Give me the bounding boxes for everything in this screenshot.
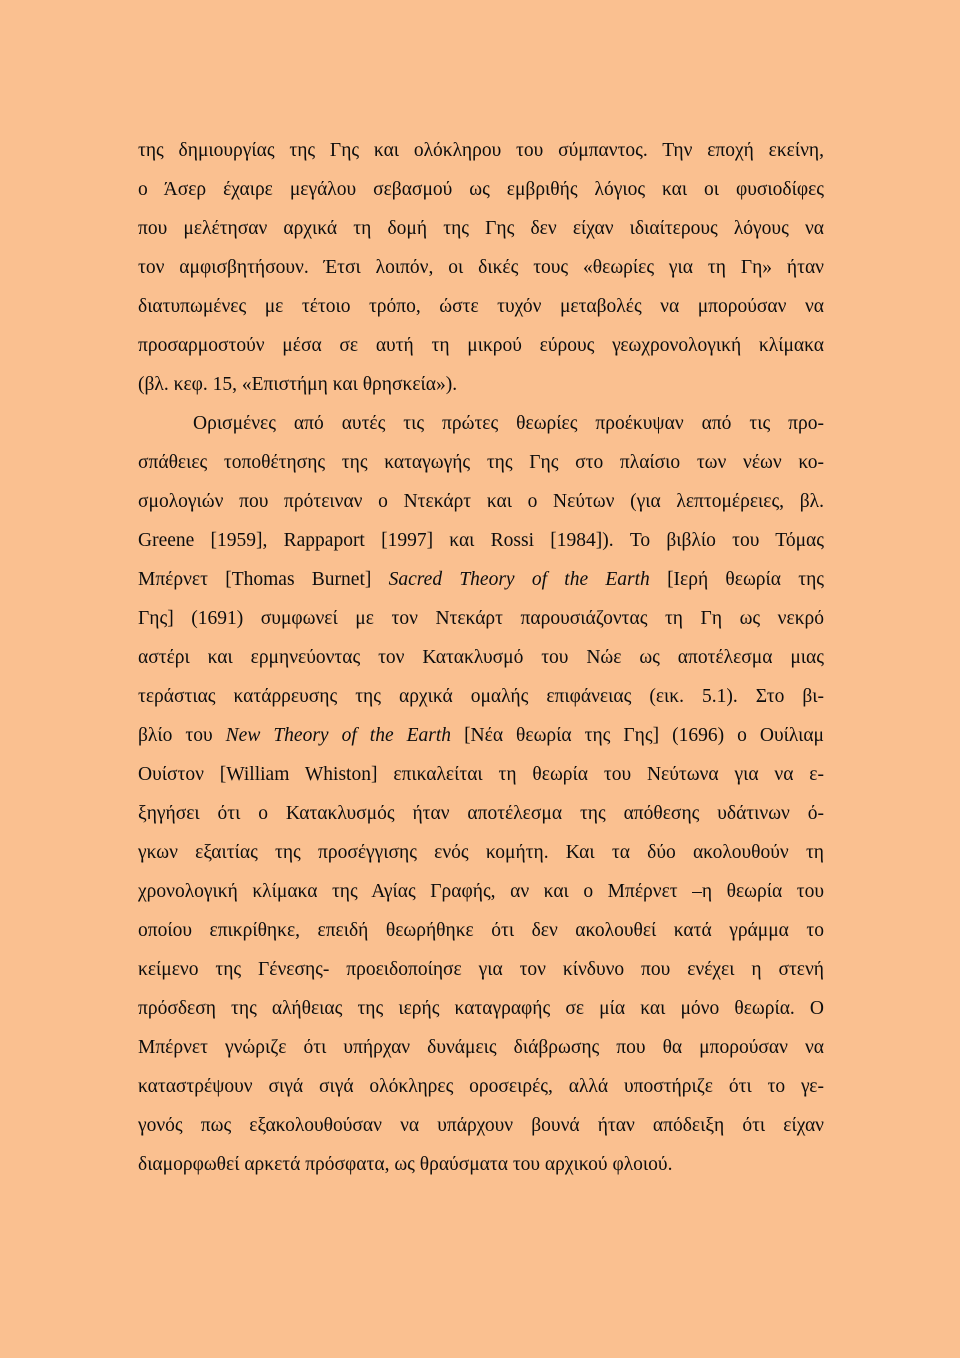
text-line <box>138 833 824 872</box>
text-run: διαμορφωθεί αρκετά πρόσφατα, ως θραύσματα του αρχικού φλοιού. <box>138 1154 673 1175</box>
text-run: τον αμφισβητήσουν. Έτσι λοιπόν, οι δικές τους «θεωρίες για τη Γη» ήταν <box>138 257 824 278</box>
text-run: [Ιερή θεωρία της <box>649 569 825 590</box>
text-run: ξηγήσει ότι ο Κατακλυσμός ήταν αποτέλεσμα της απόθεσης υδάτινων ό- <box>138 803 824 824</box>
text-line <box>138 911 824 950</box>
text-run: Ορισμένες από αυτές τις πρώτες θεωρίες προέκυψαν από τις προ- <box>193 413 824 434</box>
text-run: (βλ. κεφ. 15, «Επιστήμη και θρησκεία»). <box>138 374 458 395</box>
text-run: γονός πως εξακολουθούσαν να υπάρχουν βουνά ήταν απόδειξη ότι είχαν <box>138 1115 824 1136</box>
text-line <box>138 716 824 755</box>
text-run: σμολογιών που πρότειναν ο Ντεκάρτ και ο Νεύτων (για λεπτομέρειες, βλ. <box>138 491 824 512</box>
paragraph <box>138 404 824 1184</box>
text-run: [Νέα θεωρία της Γης] (1696) ο Ουίλιαμ <box>451 725 824 746</box>
text-line <box>138 560 824 599</box>
text-run: κείμενο της Γένεσης- προειδοποίησε για τον κίνδυνο που ενέχει η στενή <box>138 959 824 980</box>
text-run: Μπέρνετ γνώριζε ότι υπήρχαν δυνάμεις διάβρωσης που θα μπορούσαν να <box>138 1037 824 1058</box>
body-text <box>138 131 824 1184</box>
paragraph <box>138 131 824 404</box>
text-run: Γης] (1691) συμφωνεί με τον Ντεκάρτ παρουσιάζοντας τη Γη ως νεκρό <box>138 608 824 629</box>
text-line <box>138 1028 824 1067</box>
book-title: Sacred Theory of the Earth <box>388 569 650 590</box>
text-line <box>138 170 824 209</box>
text-line <box>138 1145 824 1184</box>
text-run: προσαρμοστούν μέσα σε αυτή τη μικρού εύρους γεωχρονολογική κλίμακα <box>138 335 824 356</box>
text-run: γκων εξαιτίας της προσέγγισης ενός κομήτη. Και τα δύο ακολουθούν τη <box>138 842 824 863</box>
text-run: χρονολογική κλίμακα της Αγίας Γραφής, αν και ο Μπέρνετ –η θεωρία του <box>138 881 824 902</box>
text-line <box>138 209 824 248</box>
text-line <box>138 287 824 326</box>
text-run: οποίου επικρίθηκε, επειδή θεωρήθηκε ότι δεν ακολουθεί κατά γράμμα το <box>138 920 824 941</box>
text-line <box>138 404 824 443</box>
text-line <box>138 326 824 365</box>
text-run: σπάθειες τοποθέτησης της καταγωγής της Γης στο πλαίσιο των νέων κο- <box>138 452 824 473</box>
text-run: βλίο του <box>138 725 226 746</box>
text-line <box>138 794 824 833</box>
text-line <box>138 599 824 638</box>
text-run: της δημιουργίας της Γης και ολόκληρου του σύμπαντος. Την εποχή εκείνη, <box>138 140 824 161</box>
text-run: Ουίστον [William Whiston] επικαλείται τη θεωρία του Νεύτωνα για να ε- <box>138 764 824 785</box>
text-line <box>138 131 824 170</box>
text-line <box>138 482 824 521</box>
text-run: Μπέρνετ [Thomas Burnet] <box>138 569 389 590</box>
text-run: διατυπωμένες με τέτοιο τρόπο, ώστε τυχόν μεταβολές να μπορούσαν να <box>138 296 824 317</box>
text-line <box>138 638 824 677</box>
text-run: καταστρέψουν σιγά σιγά ολόκληρες οροσειρές, αλλά υποστήριζε ότι το γε- <box>138 1076 824 1097</box>
text-run: Greene [1959], Rappaport [1997] και Rossi [1984]). Το βιβλίο του Τόμας <box>138 530 824 551</box>
text-line <box>138 677 824 716</box>
text-line <box>138 950 824 989</box>
text-line <box>138 989 824 1028</box>
text-line <box>138 872 824 911</box>
text-line <box>138 248 824 287</box>
text-run: τεράστιας κατάρρευσης της αρχικά ομαλής επιφάνειας (εικ. 5.1). Στο βι- <box>138 686 824 707</box>
text-line <box>138 443 824 482</box>
text-line <box>138 1067 824 1106</box>
book-title: New Theory of the Earth <box>225 725 452 746</box>
text-run: πρόσδεση της αλήθειας της ιερής καταγραφής σε μία και μόνο θεωρία. Ο <box>138 998 824 1019</box>
text-run: αστέρι και ερμηνεύοντας τον Κατακλυσμό του Νώε ως αποτέλεσμα μιας <box>138 647 824 668</box>
text-run: που μελέτησαν αρχικά τη δομή της Γης δεν είχαν ιδιαίτερους λόγους να <box>138 218 824 239</box>
text-line <box>138 1106 824 1145</box>
text-line <box>138 521 824 560</box>
text-line <box>138 755 824 794</box>
text-line <box>138 365 824 404</box>
text-run: ο Άσερ έχαιρε μεγάλου σεβασμού ως εμβριθής λόγιος και οι φυσιοδίφες <box>138 179 824 200</box>
